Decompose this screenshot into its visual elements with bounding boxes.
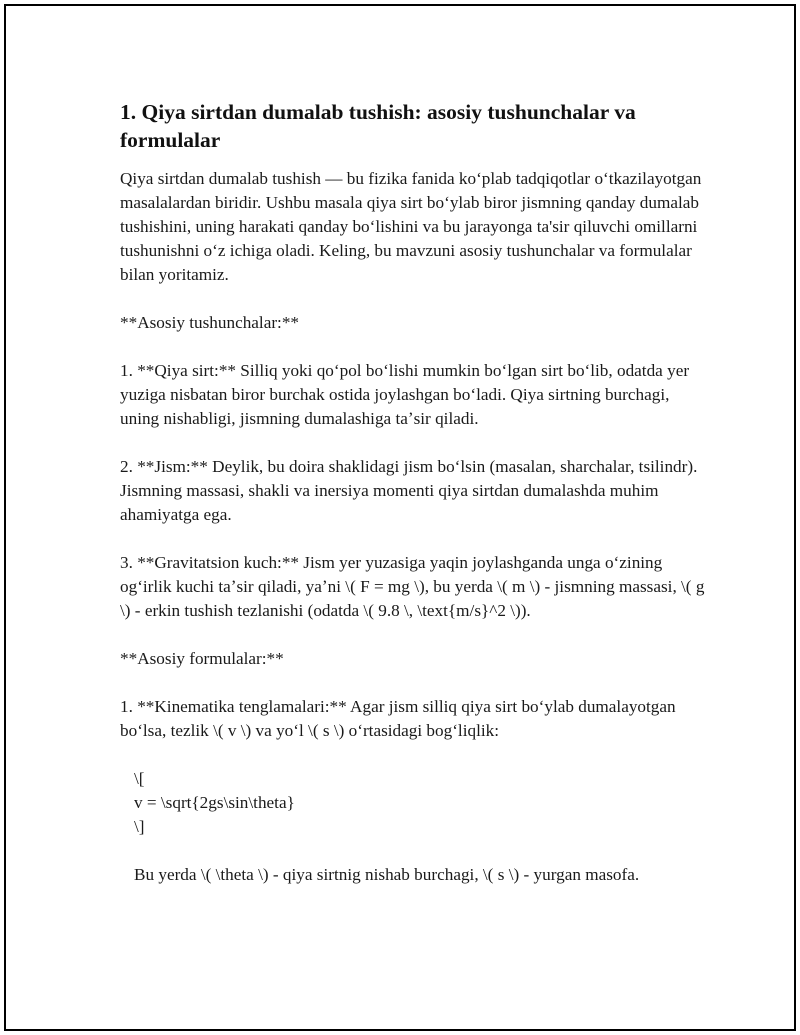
concept-item-3: 3. **Gravitatsion kuch:** Jism yer yuzasiga yaqin joylashganda unga oʻzining ogʻirlik kuchi taʼsir qiladi, yaʼni \( F = mg \), bu yerda \( m \) - jismning massasi, \( g \) - erkin tushish tezlanishi (odatda \( 9.8 \, \text{m/s}^2 \)). <box>120 553 705 620</box>
document-page <box>4 4 796 1031</box>
formula-open: \[ <box>134 769 145 788</box>
intro-paragraph: Qiya sirtdan dumalab tushish — bu fizika fanida koʻplab tadqiqotlar oʻtkazilayotgan masalalardan biridir. Ushbu masala qiya sirt boʻylab biror jismning qanday dumalab tushishini, uning harakati qanday boʻlishini va bu jarayonga ta'sir qiluvchi omillarni tushunishni oʻz ichiga oladi. Keling, bu mavzuni asosiy tushunchalar va formulalar bilan yoritamiz. <box>120 169 702 284</box>
formula-item-1: 1. **Kinematika tenglamalari:** Agar jism silliq qiya sirt boʻylab dumalayotgan boʻlsa, tezlik \( v \) va yoʻl \( s \) oʻrtasidagi bogʻliqlik: <box>120 697 676 740</box>
document-title: 1. Qiya sirtdan dumalab tushish: asosiy tushunchalar va formulalar <box>120 100 636 152</box>
formula-body: v = \sqrt{2gs\sin\theta} <box>134 793 295 812</box>
concept-item-1: 1. **Qiya sirt:** Silliq yoki qoʻpol boʻlishi mumkin boʻlgan sirt boʻlib, odatda yer yuziga nisbatan biror burchak ostida joylashgan boʻladi. Qiya sirtning burchagi, uning nishabligi, jismning dumalashiga taʼsir qiladi. <box>120 361 690 428</box>
document-body <box>120 98 705 911</box>
formula-block <box>134 767 705 839</box>
concept-item-2: 2. **Jism:** Deylik, bu doira shaklidagi jism boʻlsin (masalan, sharchalar, tsilindr). Jismning massasi, shakli va inersiya momenti qiya sirtdan dumalashda muhim ahamiyatga ega. <box>120 457 698 524</box>
concepts-heading: **Asosiy tushunchalar:** <box>120 313 300 332</box>
formulas-heading: **Asosiy formulalar:** <box>120 649 284 668</box>
formula-note: Bu yerda \( \theta \) - qiya sirtnig nishab burchagi, \( s \) - yurgan masofa. <box>134 865 640 884</box>
formula-close: \] <box>134 817 145 836</box>
